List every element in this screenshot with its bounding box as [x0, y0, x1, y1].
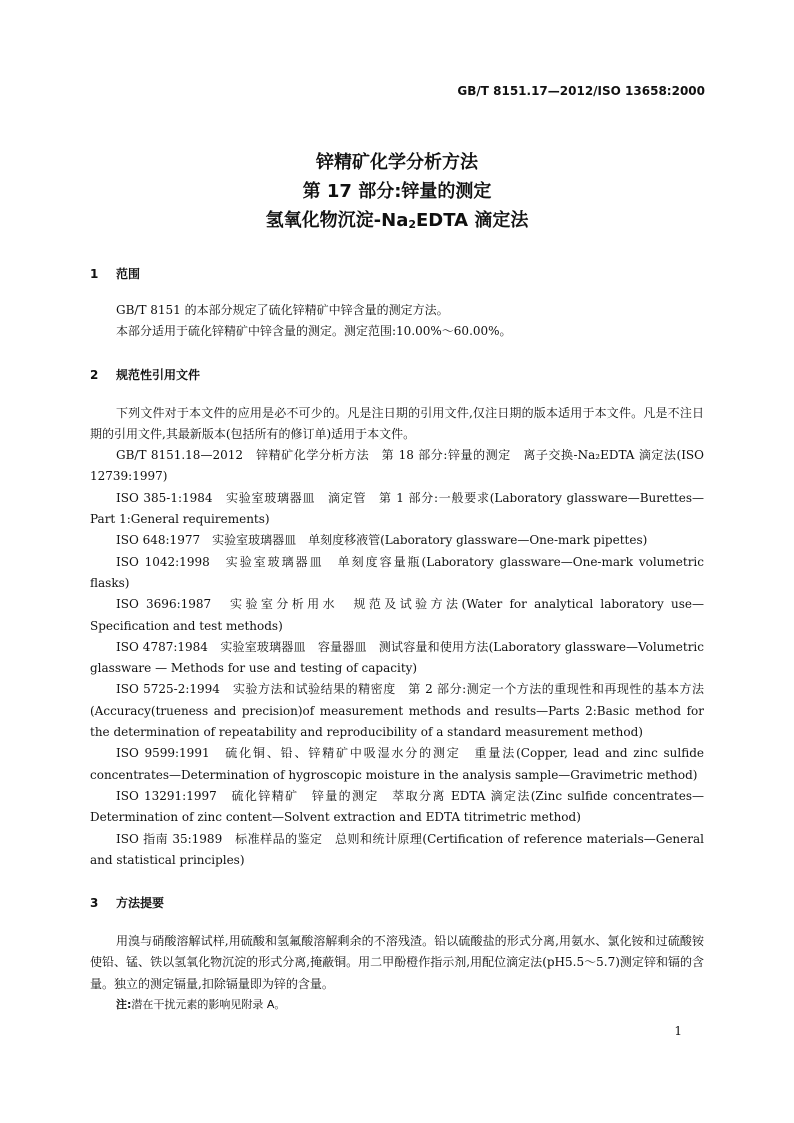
reference-item: ISO 3696:1987 实验室分析用水 规范及试验方法(Water for analytical laboratory use—Specification and test methods) [90, 597, 704, 633]
page-number: 1 [674, 1024, 682, 1038]
section-number: 3 [90, 896, 99, 911]
section-heading [90, 893, 704, 913]
title-line-3-subscript: 2 [408, 218, 416, 231]
reference-item: ISO 4787:1984 实验室玻璃器皿 容量器皿 测试容量和使用方法(Laboratory glassware—Volumetric glassware — Methods for use and testing of capacity) [90, 639, 704, 676]
title-line-3-suffix: EDTA 滴定法 [416, 210, 529, 231]
section-title: 规范性引用文件 [116, 367, 201, 382]
reference-item: ISO 1042:1998 实验室玻璃器皿 单刻度容量瓶(Laboratory glassware—One-mark volumetric flasks) [90, 554, 704, 590]
paragraph: 本部分适用于硫化锌精矿中锌含量的测定。测定范围:10.00%～60.00%。 [116, 324, 512, 339]
section-title: 范围 [116, 267, 141, 281]
section-principle [90, 893, 704, 1015]
section-heading [90, 365, 704, 385]
reference-item: ISO 648:1977 实验室玻璃器皿 单刻度移液管(Laboratory glassware—One-mark pipettes) [116, 533, 648, 548]
note-label: 注: [116, 998, 132, 1012]
reference-item: ISO 13291:1997 硫化锌精矿 锌量的测定 萃取分离 EDTA 滴定法(Zinc sulfide concentrates—Determination of zinc content—Solvent extraction and EDTA titrimetric method) [90, 788, 704, 825]
document-body [90, 264, 704, 1037]
note-text: 潜在干扰元素的影响见附录 A。 [131, 998, 286, 1012]
paragraph: GB/T 8151 的本部分规定了硫化锌精矿中锌含量的测定方法。 [116, 303, 449, 317]
standard-code: GB/T 8151.17—2012/ISO 13658:2000 [457, 84, 705, 98]
paragraph: 下列文件对于本文件的应用是必不可少的。凡是注日期的引用文件,仅注日期的版本适用于本文件。凡是不注日期的引用文件,其最新版本(包括所有的修订单)适用于本文件。 [90, 405, 704, 441]
reference-item: ISO 385-1:1984 实验室玻璃器皿 滴定管 第 1 部分:一般要求(Laboratory glassware—Burettes—Part 1:General requirements) [90, 490, 704, 527]
title-line-2: 第 17 部分:锌量的测定 [302, 181, 492, 202]
section-heading [90, 264, 704, 284]
title-line-3-prefix: 氢氧化物沉淀-Na [265, 210, 409, 231]
title-line-3 [0, 206, 794, 239]
reference-item: ISO 5725-2:1994 实验方法和试验结果的精密度 第 2 部分:测定一个方法的重现性和再现性的基本方法(Accuracy(trueness and precision)of measurement methods and results—Parts 2:Basic method for the determination of repeatability and reproducibility of a standard measurement method) [90, 682, 704, 740]
section-title: 方法提要 [116, 896, 165, 911]
reference-item: ISO 9599:1991 硫化铜、铅、锌精矿中吸湿水分的测定 重量法(Copper, lead and zinc sulfide concentrates—Determination of hygroscopic moisture in the analysis sample—Gravimetric method) [90, 746, 704, 782]
document-title [0, 148, 794, 239]
paragraph: 用溴与硝酸溶解试样,用硫酸和氢氟酸溶解剩余的不溶残渣。铅以硫酸盐的形式分离,用氨水、氯化铵和过硫酸铵使铅、锰、铁以氢氧化物沉淀的形式分离,掩蔽铜。用二甲酚橙作指示剂,用配位滴定法(pH5.5～5.7)测定锌和镉的含量。独立的测定镉量,扣除镉量即为锌的含量。 [90, 934, 704, 991]
section-normative-references [90, 365, 704, 872]
reference-item: GB/T 8151.18—2012 锌精矿化学分析方法 第 18 部分:锌量的测定 离子交换-Na₂EDTA 滴定法(ISO 12739:1997) [90, 448, 704, 484]
section-scope [90, 264, 704, 343]
section-number: 2 [90, 367, 99, 382]
title-line-1: 锌精矿化学分析方法 [316, 152, 478, 173]
note [90, 995, 704, 1015]
reference-item: ISO 指南 35:1989 标准样品的鉴定 总则和统计原理(Certification of reference materials—General and statistical principles) [90, 831, 704, 867]
section-number: 1 [90, 267, 99, 281]
